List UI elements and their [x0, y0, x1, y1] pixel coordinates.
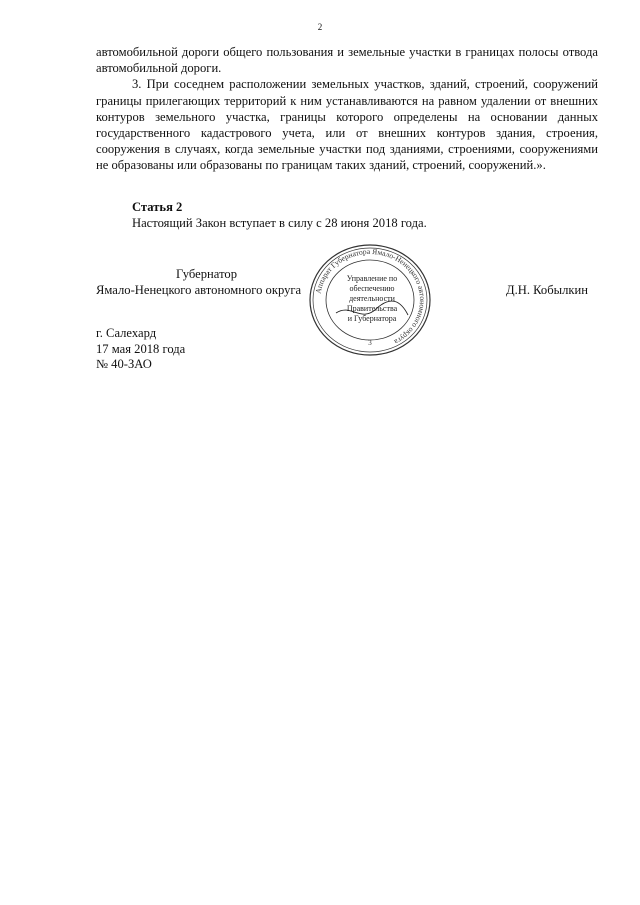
stamp-ring-text: Аппарат Губернатора Ямало-Ненецкого автономного округа — [313, 246, 428, 347]
stamp-line-5: и Губернатора — [347, 314, 397, 323]
paragraph-clause-3: 3. При соседнем расположении земельных участков, зданий, строений, сооружений границы прилегающих территорий к ним устанавливаются на равном удалении от внешних контуров земельного участка, границы которого определены на основании данных государственного кадастрового учета, или от внешних контуров здания, строения, сооружения в случаях, когда земельные участки под зданиями, строениями, сооружениями не образованы или образованы по границам таких зданий, строений, сооружений.». — [96, 77, 598, 173]
official-stamp-seal — [306, 243, 434, 357]
article-2 — [132, 199, 427, 231]
article-title: Статья 2 — [132, 200, 183, 214]
stamp-line-4: Правительства — [346, 304, 398, 313]
stamp-line-3: деятельности — [349, 294, 395, 303]
footer-date: 17 мая 2018 года — [96, 341, 186, 356]
signatory-name: Д.Н. Кобылкин — [506, 283, 588, 297]
signatory-position: Губернатор — [176, 267, 237, 281]
paragraph-continuation: автомобильной дороги общего пользования и земельные участки в границах полосы отвода автомобильной дороги. — [96, 45, 598, 76]
footer-city: г. Салехард — [96, 326, 157, 340]
article-text: Настоящий Закон вступает в силу с 28 июня 2018 года. — [132, 216, 427, 230]
footer-number: № 40-ЗАО — [96, 357, 152, 371]
page-number: 2 — [317, 22, 323, 32]
document-footer — [96, 326, 185, 373]
stamp-line-1: Управление по — [346, 274, 398, 283]
stamp-number: 3 — [368, 339, 372, 347]
stamp-line-2: обеспечению — [349, 284, 395, 293]
signatory-region: Ямало-Ненецкого автономного округа — [96, 283, 302, 297]
document-body — [96, 44, 598, 174]
